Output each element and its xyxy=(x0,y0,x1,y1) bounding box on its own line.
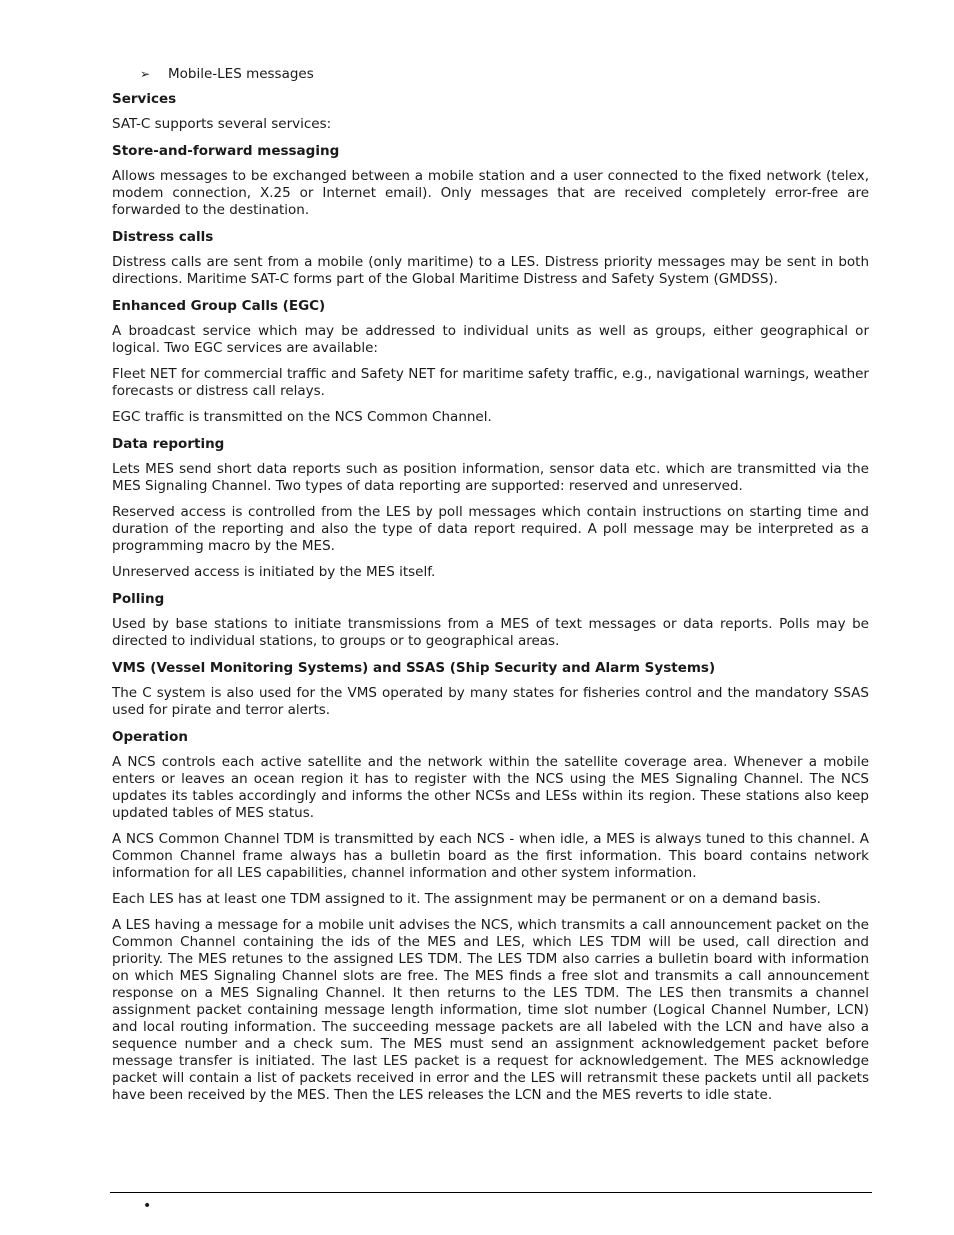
paragraph: Fleet NET for commercial traffic and Safety NET for maritime safety traffic, e.g., navigational warnings, weather forecasts or distress call relays. xyxy=(112,366,869,399)
paragraph: EGC traffic is transmitted on the NCS Common Channel. xyxy=(112,409,492,425)
paragraph: Used by base stations to initiate transmissions from a MES of text messages or data reports. Polls may be directed to individual stations, to groups or to geographical areas. xyxy=(112,616,869,649)
paragraph: A LES having a message for a mobile unit advises the NCS, which transmits a call announcement packet on the Common Channel containing the ids of the MES and LES, which LES TDM will be used, call direction and priority. The MES retunes to the assigned LES TDM. The LES TDM also carries a bulletin board with information on which MES Signaling Channel slots are free. The MES finds a free slot and transmits a call announcement response on a MES Signaling Channel. It then returns to the LES TDM. The LES then transmits a channel assignment packet containing message length information, time slot number (Logical Channel Number, LCN) and local routing information. The succeeding message packets are all labeled with the LCN and have also a sequence number and a check sum. The MES must send an assignment acknowledgement packet before message transfer is initiated. The last LES packet is a request for acknowledgement. The MES acknowledge packet will contain a list of packets received in error and the LES will retransmit these packets until all packets have been received by the MES. Then the LES releases the LCN and the MES reverts to idle state. xyxy=(112,917,869,1103)
section-heading: Services xyxy=(112,91,177,107)
arrow-bullet-icon: ➢ xyxy=(140,67,151,81)
paragraph: Each LES has at least one TDM assigned to it. The assignment may be permanent or on a demand basis. xyxy=(112,891,821,907)
paragraph: A NCS controls each active satellite and the network within the satellite coverage area. Whenever a mobile enters or leaves an ocean region it has to register with the NCS using the MES Signaling Channel. The NCS updates its tables accordingly and informs the other NCSs and LESs within its region. These stations also keep updated tables of MES status. xyxy=(112,754,869,821)
bullet-item xyxy=(140,64,869,84)
footer-divider xyxy=(110,1192,872,1193)
paragraph: Unreserved access is initiated by the MES itself. xyxy=(112,564,436,580)
bullet-text: Mobile-LES messages xyxy=(168,66,314,82)
paragraph: SAT-C supports several services: xyxy=(112,116,332,132)
paragraph: The C system is also used for the VMS operated by many states for fisheries control and the mandatory SSAS used for pirate and terror alerts. xyxy=(112,685,869,718)
document-page xyxy=(112,64,869,1113)
section-heading: Polling xyxy=(112,591,165,607)
section-heading: Distress calls xyxy=(112,229,214,245)
paragraph: Distress calls are sent from a mobile (only maritime) to a LES. Distress priority messages may be sent in both directions. Maritime SAT-C forms part of the Global Maritime Distress and Safety System (GMDSS). xyxy=(112,254,869,287)
paragraph: Lets MES send short data reports such as position information, sensor data etc. which are transmitted via the MES Signaling Channel. Two types of data reporting are supported: reserved and unreserved. xyxy=(112,461,869,494)
section-heading: Data reporting xyxy=(112,436,225,452)
paragraph: A NCS Common Channel TDM is transmitted by each NCS - when idle, a MES is always tuned to this channel. A Common Channel frame always has a bulletin board as the first information. This board contains network information for all LES capabilities, channel information and other system information. xyxy=(112,831,869,881)
paragraph: Allows messages to be exchanged between a mobile station and a user connected to the fixed network (telex, modem connection, X.25 or Internet email). Only messages that are received completely error-free are forwarded to the destination. xyxy=(112,168,869,218)
section-heading: VMS (Vessel Monitoring Systems) and SSAS (Ship Security and Alarm Systems) xyxy=(112,660,716,676)
paragraph: Reserved access is controlled from the LES by poll messages which contain instructions on starting time and duration of the reporting and also the type of data report required. A poll message may be interpreted as a programming macro by the MES. xyxy=(112,504,869,554)
section-heading: Operation xyxy=(112,729,189,745)
footer-bullet-icon: • xyxy=(143,1198,152,1214)
paragraph: A broadcast service which may be addressed to individual units as well as groups, either geographical or logical. Two EGC services are available: xyxy=(112,323,869,356)
section-heading: Enhanced Group Calls (EGC) xyxy=(112,298,326,314)
document-body xyxy=(112,90,869,1104)
section-heading: Store-and-forward messaging xyxy=(112,143,340,159)
